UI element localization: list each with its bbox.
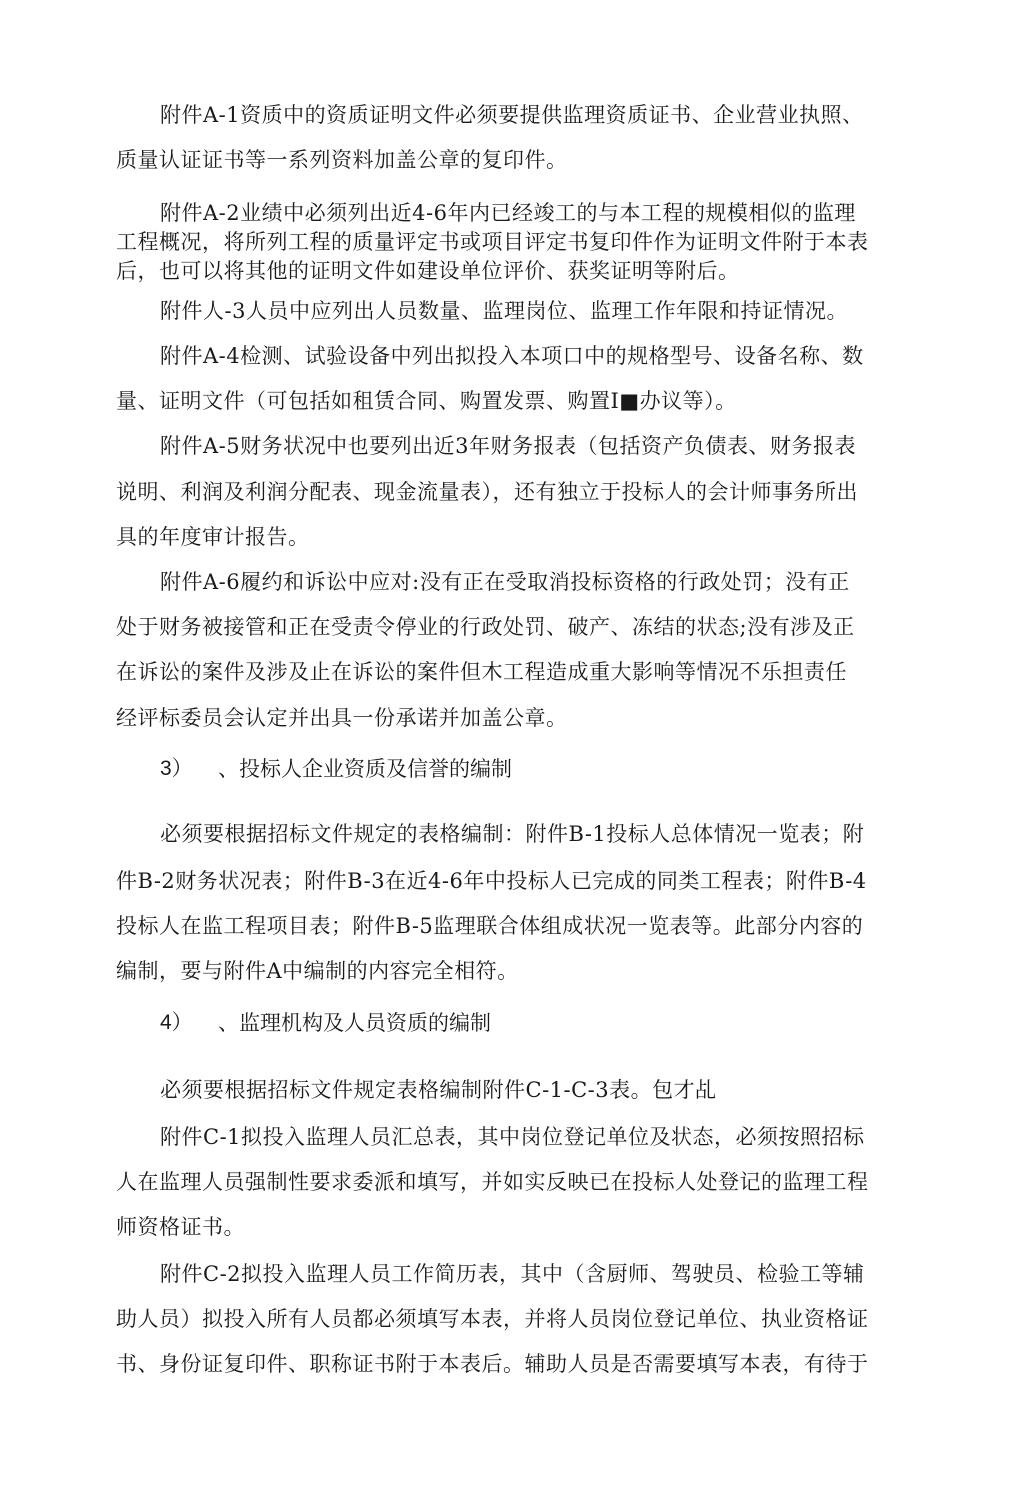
section-title: 、监理机构及人员资质的编制 [218,1011,491,1035]
text-line: 件B-2财务状况表；附件B-3在近4-6年中投标人已完成的同类工程表；附件B-4 [116,869,867,893]
text-line: 工程概况，将所列工程的质量评定书或项目评定书复印件作为证明文件附于本表 [116,230,869,254]
text-line: 人在监理人员强制性要求委派和填写，并如实反映已在投标人处登记的监理工程 [116,1170,869,1194]
section-number: 4） [160,1011,193,1034]
text-line: 说明、利润及利润分配表、现金流量表），还有独立于投标人的会计师事务所出 [116,480,858,504]
text-line: 附件人-3人员中应列出人员数量、监理岗位、监理工作年限和持证情况。 [160,299,848,323]
text-line: 必须要根据招标文件规定表格编制附件C-1-C-3表。包才乩 [160,1078,717,1102]
section-heading [160,1009,580,1037]
text-line: 附件A-4检测、试验设备中列出拟投入本项口中的规格型号、设备名称、数 [160,344,864,368]
text-line: 编制，要与附件A中编制的内容完全相符。 [116,959,519,983]
text-line: 经评标委员会认定并出具一份承诺并加盖公章。 [116,706,568,730]
text-line: 具的年度审计报告。 [116,525,310,549]
text-line: 在诉讼的案件及涉及止在诉讼的案件但木工程造成重大影响等情况不乐担责任 [116,660,847,684]
text-line: 投标人在监工程项目表；附件B-5监理联合体组成状况一览表等。此部分内容的 [116,914,864,938]
text-line: 附件A-5财务状况中也要列出近3年财务报表（包括资产负债表、财务报表 [160,434,856,458]
text-line: 附件A-1资质中的资质证明文件必须要提供监理资质证书、企业营业执照、 [160,103,864,127]
text-line: 附件A-2业绩中必须列出近4-6年内已经竣工的与本工程的规模相似的监理 [160,201,856,225]
text-line: 助人员）拟投入所有人员都必须填写本表，并将人员岗位登记单位、执业资格证 [116,1307,869,1331]
text-line: 附件A-6履约和诉讼中应对:没有正在受取消投标资格的行政处罚；没有正 [160,570,850,594]
section-heading [160,755,580,783]
section-number: 3） [160,757,193,780]
section-title: 、投标人企业资质及信誉的编制 [218,757,512,781]
text-line: 量、证明文件（可包括如租赁合同、购置发票、购置I■办议等）。 [116,389,737,413]
text-line: 必须要根据招标文件规定的表格编制：附件B-1投标人总体情况一览表；附 [160,822,865,846]
text-line: 书、身份证复印件、职称证书附于本表后。辅助人员是否需要填写本表，有待于 [116,1352,869,1376]
text-line: 附件C-2拟投入监理人员工作简历表，其中（含厨师、驾驶员、检验工等辅 [160,1262,865,1286]
text-line: 处于财务被接管和正在受责令停业的行政处罚、破产、冻结的状态;没有涉及正 [116,615,855,639]
text-line: 后，也可以将其他的证明文件如建设单位评价、获奖证明等附后。 [116,259,740,283]
text-line: 师资格证书。 [116,1215,245,1239]
text-line: 附件C-1拟投入监理人员汇总表，其中岗位登记单位及状态，必须按照招标 [160,1125,865,1149]
text-line: 质量认证证书等一系列资料加盖公章的复印件。 [116,148,568,172]
